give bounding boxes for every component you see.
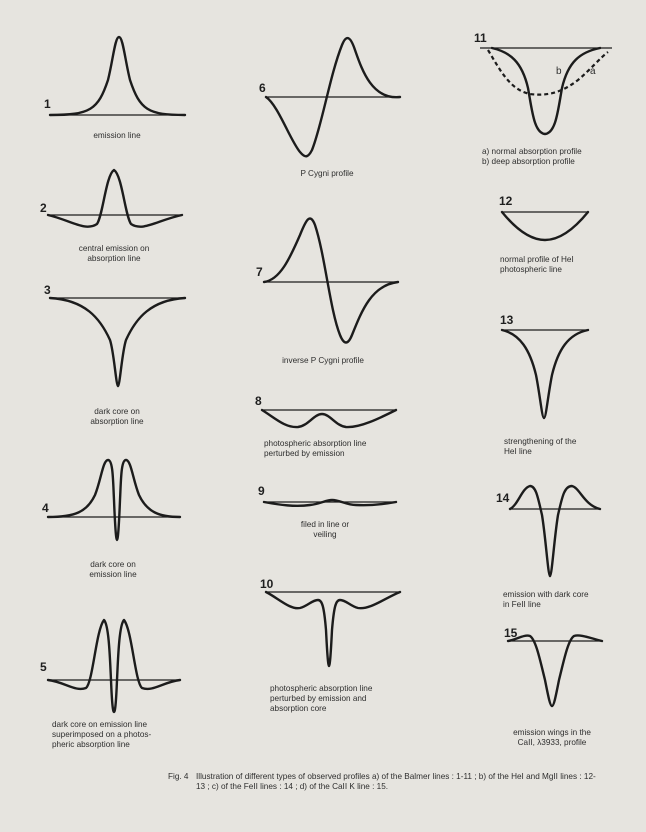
profile-15-caption-0: emission wings in the [513,728,591,737]
profile-1-number: 1 [44,97,51,111]
profile-5-caption-2: pheric absorption line [52,740,130,749]
profile-15-number: 15 [504,626,518,640]
profile-4-caption-1: emission line [89,570,137,579]
profile-1-caption-0: emission line [93,131,141,140]
dark-core-emission-curve [48,460,180,540]
profile-11-caption-0: a) normal absorption profile [482,147,582,156]
profile-14-number: 14 [496,491,510,505]
feii-dark-core-curve [510,486,600,576]
profile-6-caption-0: P Cygni profile [300,169,354,178]
profile-12-number: 12 [499,194,513,208]
figure-caption [168,772,598,792]
hei-strengthening-curve [502,330,588,418]
profile-10-caption-2: absorption core [270,704,327,713]
profile-9-number: 9 [258,484,265,498]
central-emission-curve [48,170,182,227]
figure-caption-text: Illustration of different types of observed profiles a) of the Balmer lines : 1-11 ; b) of the HeI and MgII lines : 12-13 ; c) of the FeII lines : 14 ; d) of the CaII K line : 15. [196,772,596,791]
profile-12-caption-1: photospheric line [500,265,562,274]
profile-13-caption-0: strengthening of the [504,437,577,446]
dark-core-absorption-curve [50,298,185,386]
perturbed-absorption-curve [262,410,396,427]
profile-14-caption-1: in FeII line [503,600,541,609]
profile-2-caption-0: central emission on [78,244,150,253]
profile-3-caption-0: dark core on [94,407,140,416]
profile-14 [496,486,600,609]
profile-8-caption-0: photospheric absorption line [264,439,367,448]
profile-5 [40,620,180,749]
profile-11 [474,31,612,166]
profile-4-caption-0: dark core on [90,560,136,569]
profile-9-caption-1: veiling [313,530,337,539]
profile-10-caption-0: photospheric absorption line [270,684,373,693]
profile-2 [40,170,182,263]
curve-label-b: b [556,66,562,77]
caii-wings-curve [508,635,602,706]
profile-10-number: 10 [260,577,274,591]
profile-5-number: 5 [40,660,47,674]
profile-4-number: 4 [42,501,49,515]
profile-7 [256,218,398,365]
profile-10 [260,577,400,713]
dark-core-superimposed-curve [48,620,180,712]
profile-13-number: 13 [500,313,514,327]
profile-8 [255,394,396,458]
profile-13 [500,313,588,456]
profile-12-caption-0: normal profile of HeI [500,255,574,264]
profile-13-caption-1: HeI line [504,447,532,456]
profile-1 [44,37,185,140]
profile-7-number: 7 [256,265,263,279]
profile-3-caption-1: absorption line [90,417,144,426]
profile-7-caption-0: inverse P Cygni profile [282,356,364,365]
profile-6-number: 6 [259,81,266,95]
profile-11-number: 11 [474,31,487,45]
profile-12 [499,194,588,274]
deep-absorption-curve [492,48,600,134]
inverse-p-cygni-curve [264,218,398,342]
profile-2-caption-1: absorption line [87,254,141,263]
profile-15-caption-1: CaII, λ3933, profile [517,738,587,747]
hei-normal-curve [502,212,588,240]
profile-3-number: 3 [44,283,51,297]
profile-3 [44,283,185,426]
profile-5-caption-1: superimposed on a photos- [52,730,152,739]
profile-9-caption-0: filed in line or [300,520,350,529]
profile-15 [504,626,602,747]
profile-2-number: 2 [40,201,47,215]
profile-6 [259,38,400,178]
profile-10-caption-1: perturbed by emission and [270,694,367,703]
profile-11-caption-1: b) deep absorption profile [482,157,575,166]
profile-9 [258,484,396,539]
emission-line-curve [50,37,185,115]
veiling-curve [264,500,396,506]
profile-4 [42,460,180,579]
profile-8-number: 8 [255,394,262,408]
profile-14-caption-0: emission with dark core [503,590,589,599]
profile-5-caption-0: dark core on emission line [52,720,148,729]
curve-label-a: a [590,66,596,77]
profile-8-caption-1: perturbed by emission [264,449,345,458]
figure-caption-label: Fig. 4 [168,772,189,781]
absorption-core-curve [266,592,400,666]
